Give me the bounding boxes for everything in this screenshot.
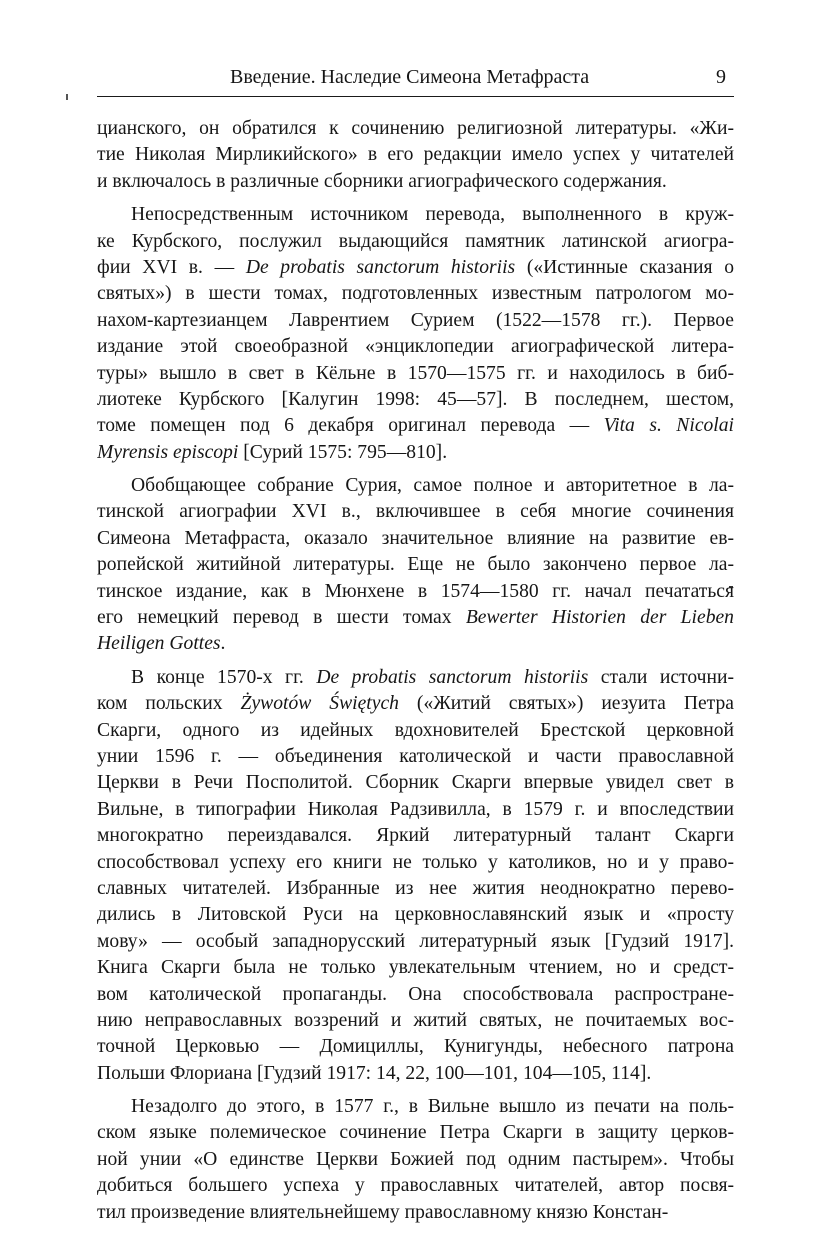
text-line: ском языке полемическое сочинение Петра Скарги в защиту церков- <box>97 1122 734 1144</box>
paragraph <box>97 1094 734 1226</box>
paragraph-gap <box>97 1087 734 1094</box>
text-line: и включалось в различные сборники агиографического содержания. <box>97 170 667 192</box>
text-line: унии 1596 г. — объединения католической и части православной <box>97 745 734 767</box>
page-number: 9 <box>716 66 726 88</box>
paragraph <box>97 202 734 466</box>
text-line: нахом-картезианцем Лаврентием Сурием (1522—1578 гг.). Первое <box>97 309 734 331</box>
text-line: способствовал успеху его книги не только у католиков, но и у право- <box>97 851 734 873</box>
body-text <box>97 116 734 1226</box>
text-line: славных читателей. Избранные из нее жития неоднократно перево- <box>97 877 734 899</box>
paragraph <box>97 473 734 658</box>
text-line: Польши Флориана [Гудзий 1917: 14, 22, 100—101, 104—105, 114]. <box>97 1062 652 1084</box>
text-line: нию неправославных воззрений и житий святых, не почитаемых вос- <box>97 1009 734 1031</box>
text-line: добиться большего успеха у православных читателей, автор посвя- <box>97 1175 734 1197</box>
text-line: тинской агиографии XVI в., включившее в себя многие сочинения <box>97 501 734 523</box>
text-line: дились в Литовской Руси на церковнославянский язык и «просту <box>97 904 734 926</box>
paragraph <box>97 665 734 1087</box>
text-line: вом католической пропаганды. Она способствовала распростране- <box>97 983 734 1005</box>
text-line: издание этой своеобразной «энциклопедии агиографической литера- <box>97 336 734 358</box>
running-header-title: Введение. Наследие Симеона Метафраста <box>230 66 590 88</box>
text-line: Обобщающее собрание Сурия, самое полное и авторитетное в ла- <box>131 475 734 497</box>
text-line: тил произведение влиятельнейшему православному князю Констан- <box>97 1201 669 1223</box>
text-line: Скарги, одного из идейных вдохновителей Брестской церковной <box>97 719 734 741</box>
paragraph <box>97 116 734 195</box>
paragraph-gap <box>97 195 734 202</box>
text-line: ной унии «О единстве Церкви Божией под одним пастырем». Чтобы <box>97 1148 734 1170</box>
text-line: В конце 1570-х гг. De probatis sanctorum historiis стали источни- <box>131 666 734 688</box>
text-line: тие Николая Мирликийского» в его редакции имело успех у читателей <box>97 144 734 166</box>
text-line: Симеона Метафраста, оказало значительное влияние на развитие ев- <box>97 527 734 549</box>
print-speck <box>66 94 68 100</box>
text-line: ропейской житийной литературы. Еще не было закончено первое ла- <box>97 554 734 576</box>
text-line: тинское издание, как в Мюнхене в 1574—1580 гг. начал печататься <box>97 580 734 602</box>
text-line: Heiligen Gottes. <box>97 633 226 655</box>
text-line: многократно переиздавался. Яркий литературный талант Скарги <box>97 825 734 847</box>
text-line: его немецкий перевод в шести томах Bewerter Historien der Lieben <box>97 607 734 629</box>
text-line: томе помещен под 6 декабря оригинал перевода — Vita s. Nicolai <box>97 415 734 437</box>
text-line: мову» — особый западнорусский литературный язык [Гудзий 1917]. <box>97 930 734 952</box>
paragraph-gap <box>97 466 734 473</box>
text-line: точной Церковью — Домициллы, Кунигунды, небесного патрона <box>97 1036 734 1058</box>
text-line: Незадолго до этого, в 1577 г., в Вильне вышло из печати на поль- <box>131 1096 734 1118</box>
text-line: ке Курбского, послужил выдающийся памятник латинской агиогра- <box>97 230 734 252</box>
text-line: Myrensis episcopi [Сурий 1575: 795—810]. <box>97 441 448 463</box>
text-line: Книга Скарги была не только увлекательным чтением, но и средст- <box>97 957 734 979</box>
text-line: туры» вышло в свет в Кёльне в 1570—1575 гг. и находилось в биб- <box>97 362 734 384</box>
text-line: Непосредственным источником перевода, выполненного в круж- <box>131 204 734 226</box>
text-line: святых») в шести томах, подготовленных известным патрологом мо- <box>97 283 734 305</box>
text-line: фии XVI в. — De probatis sanctorum historiis («Истинные сказания о <box>97 256 734 278</box>
text-line: Церкви в Речи Посполитой. Сборник Скарги впервые увидел свет в <box>97 772 734 794</box>
text-line: Вильне, в типографии Николая Радзивилла, в 1579 г. и впоследствии <box>97 798 734 820</box>
text-line: лиотеке Курбского [Калугин 1998: 45—57]. В последнем, шестом, <box>97 388 734 410</box>
running-header <box>97 62 734 97</box>
paragraph-gap <box>97 658 734 665</box>
text-line: цианского, он обратился к сочинению религиозной литературы. «Жи- <box>97 118 734 139</box>
text-line: ком польских Żywotów Świętych («Житий святых») иезуита Петра <box>97 693 734 715</box>
